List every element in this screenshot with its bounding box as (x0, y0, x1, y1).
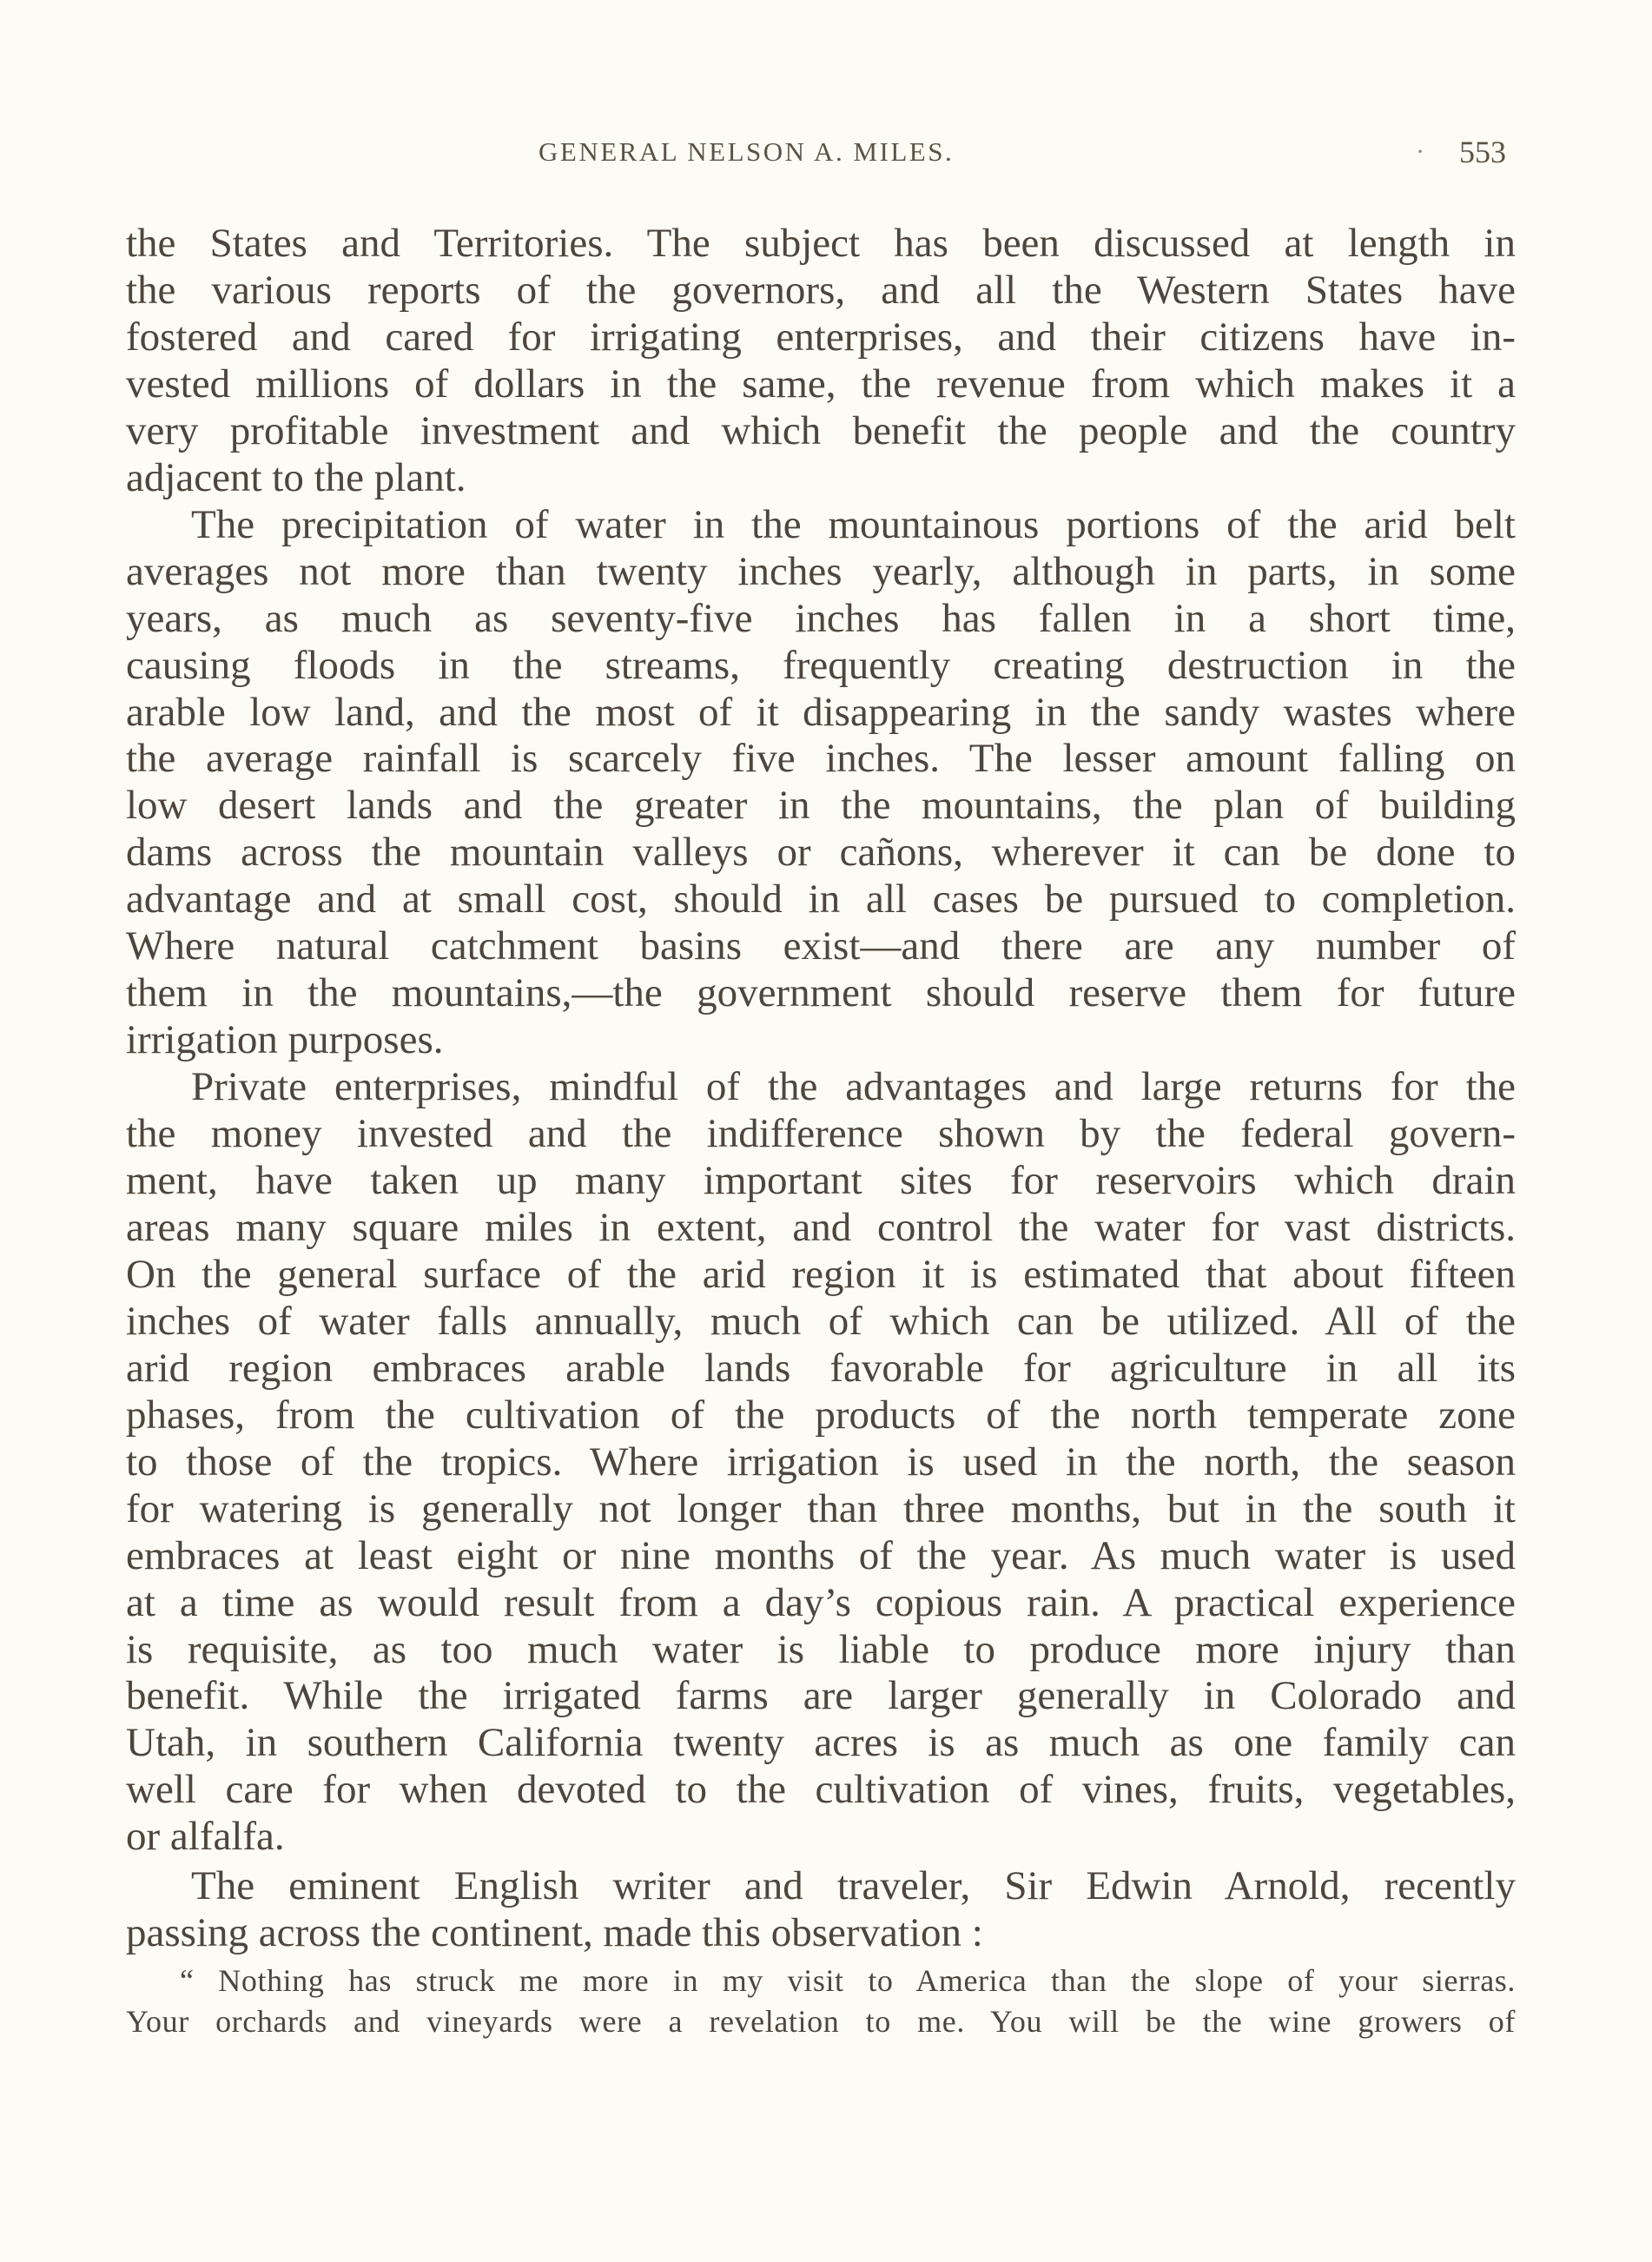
paragraph-first-line: The precipitation of water in the mountainous portions of the arid belt (191, 501, 1516, 547)
text-line: phases, from the cultivation of the products of the north temperate zone (126, 1392, 1516, 1438)
text-line: the States and Territories. The subject has been discussed at length in (126, 221, 1516, 266)
quote-line: “ Nothing has struck me more in my visit to America than the slope of your sierras. (180, 1963, 1516, 1998)
text-line: averages not more than twenty inches yearly, although in parts, in some (126, 548, 1516, 594)
text-line: the money invested and the indifference shown by the federal govern- (126, 1111, 1516, 1157)
text-line: the average rainfall is scarcely five inches. The lesser amount falling on (126, 736, 1516, 782)
page-number: 553 (1459, 135, 1506, 169)
text-line: dams across the mountain valleys or cañons, wherever it can be done to (126, 830, 1516, 876)
text-line: at a time as would result from a day’s copious rain. A practical experience (126, 1579, 1516, 1625)
text-line: On the general surface of the arid region it is estimated that about fifteen (126, 1251, 1516, 1297)
text-line: the various reports of the governors, and all the Western States have (126, 267, 1516, 313)
text-line: well care for when devoted to the cultivation of vines, fruits, vegetables, (126, 1767, 1516, 1813)
text-line: passing across the continent, made this observation : (126, 1910, 983, 1956)
text-line: fostered and cared for irrigating enterprises, and their citizens have in- (126, 314, 1516, 360)
text-line: them in the mountains,—the government should reserve them for future (126, 970, 1516, 1016)
text-line: low desert lands and the greater in the mountains, the plan of building (126, 783, 1516, 829)
text-line: areas many square miles in extent, and control the water for vast districts. (126, 1204, 1516, 1250)
text-line: for watering is generally not longer than three months, but in the south it (126, 1485, 1516, 1531)
running-title: GENERAL NELSON A. MILES. (539, 136, 955, 167)
running-head (0, 130, 1652, 174)
text-line: years, as much as seventy-five inches has fallen in a short time, (126, 595, 1516, 641)
text-line: adjacent to the plant. (126, 454, 466, 500)
text-line: causing floods in the streams, frequently creating destruction in the (126, 642, 1516, 688)
text-line: to those of the tropics. Where irrigation is used in the north, the season (126, 1439, 1516, 1485)
text-line: ment, have taken up many important sites for reservoirs which drain (126, 1158, 1516, 1203)
paragraph-first-line: The eminent English writer and traveler, Sir Edwin Arnold, recently (191, 1863, 1516, 1909)
paragraph-first-line: Private enterprises, mindful of the advantages and large returns for the (191, 1064, 1516, 1110)
text-line: is requisite, as too much water is liable to produce more injury than (126, 1626, 1516, 1672)
text-line: arid region embraces arable lands favorable for agriculture in all its (126, 1345, 1516, 1391)
text-line: arable low land, and the most of it disappearing in the sandy wastes where (126, 689, 1516, 735)
text-line: Utah, in southern California twenty acres is as much as one family can (126, 1720, 1516, 1766)
quote-line: Your orchards and vineyards were a revelation to me. You will be the wine growers of (126, 2004, 1516, 2039)
text-line: very profitable investment and which benefit the people and the country (126, 407, 1516, 453)
text-line: Where natural catchment basins exist—and there are any number of (126, 923, 1516, 969)
text-line: vested millions of dollars in the same, the revenue from which makes it a (126, 360, 1516, 407)
text-line: inches of water falls annually, much of which can be utilized. All of the (126, 1298, 1516, 1344)
text-line: advantage and at small cost, should in all cases be pursued to completion. (126, 876, 1516, 923)
text-line: or alfalfa. (126, 1814, 285, 1860)
text-line: benefit. While the irrigated farms are larger generally in Colorado and (126, 1673, 1516, 1719)
text-line: irrigation purposes. (126, 1017, 444, 1063)
text-line: embraces at least eight or nine months of the year. As much water is used (126, 1532, 1516, 1578)
header-separator: · (1416, 137, 1424, 166)
